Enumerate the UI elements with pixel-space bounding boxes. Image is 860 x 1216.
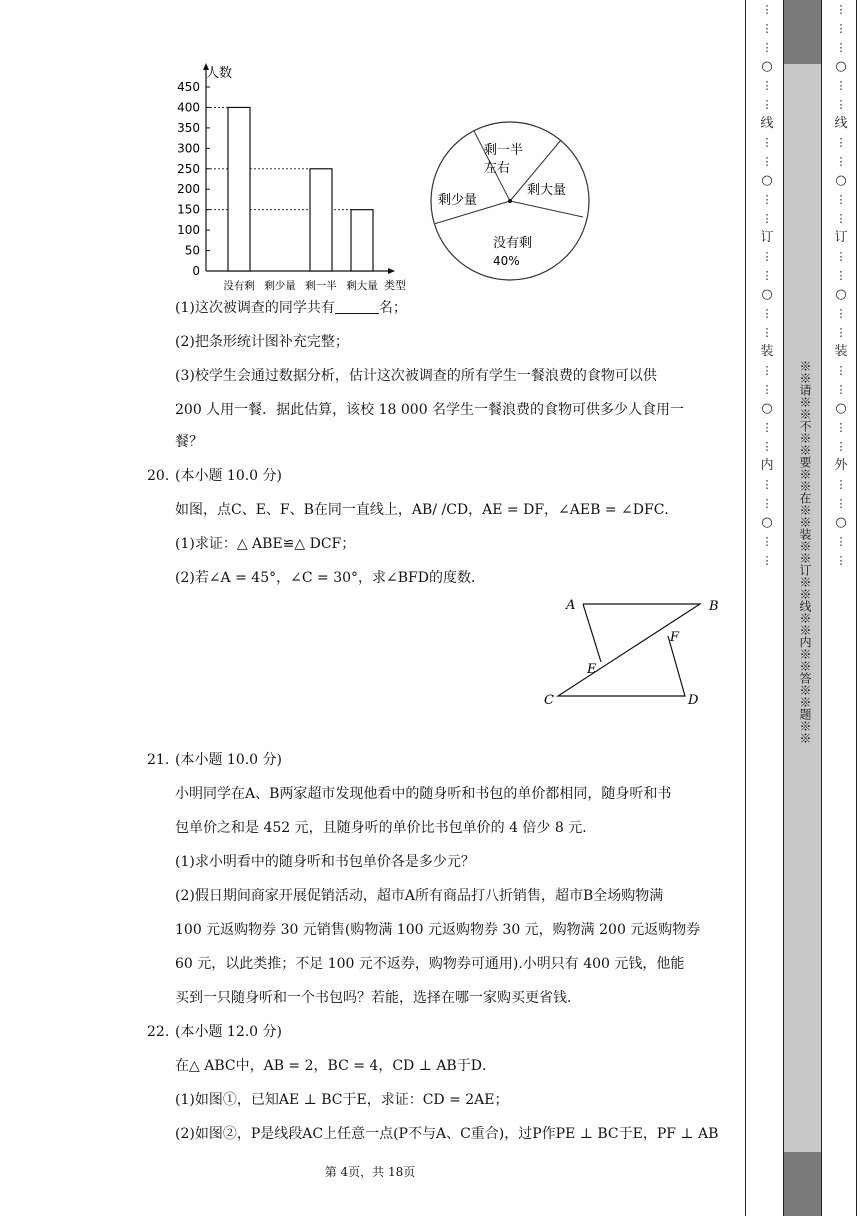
q20-stem: 如图，点C、E、F、B在同一直线上，AB/ /CD，AE = DF，∠AEB = ∠DFC． bbox=[175, 502, 679, 518]
q20-part2: (2)若∠A = 45°，∠C = 30°，求∠BFD的度数． bbox=[175, 570, 485, 586]
binding-dots: ⋮ bbox=[835, 250, 847, 263]
binding-dots: ⋮ bbox=[761, 3, 773, 16]
q19-part2: (2)把条形统计图补充完整； bbox=[175, 334, 349, 350]
q21-line7: 买到一只随身听和一个书包吗？若能，选择在哪一家购买更省钱． bbox=[175, 990, 581, 1006]
binding-dots: ⋮ bbox=[761, 98, 773, 111]
binding-dark-block-top bbox=[783, 0, 821, 64]
y-tick-label: 200 bbox=[177, 182, 200, 197]
binding-dots: ⋮ bbox=[761, 250, 773, 263]
y-tick-label: 300 bbox=[177, 141, 200, 156]
pie-chart bbox=[425, 118, 595, 288]
binding-circle: ○ bbox=[835, 59, 847, 74]
page-footer: 第 4页，共 18页 bbox=[324, 1165, 416, 1179]
binding-dots: ⋮ bbox=[761, 212, 773, 225]
binding-dots: ⋮ bbox=[835, 421, 847, 434]
q22-header: (本小题 12.0 分) bbox=[175, 1024, 282, 1040]
binding-dots: ⋮ bbox=[761, 307, 773, 320]
binding-dots: ⋮ bbox=[835, 41, 847, 54]
q21-line4: (2)假日期间商家开展促销活动，超市A所有商品打八折销售，超市B全场购物满 bbox=[175, 888, 664, 904]
category-label: 没有剩 bbox=[223, 280, 255, 292]
q19-part3-line2: 200 人用一餐．据此估算，该校 18 000 名学生一餐浪费的食物可供多少人食用一 bbox=[175, 402, 685, 418]
y-tick-label: 100 bbox=[177, 223, 200, 238]
binding-dots: ⋮ bbox=[835, 193, 847, 206]
binding-dots: ⋮ bbox=[761, 440, 773, 453]
binding-inner-column bbox=[757, 0, 777, 1216]
binding-circle: ○ bbox=[761, 515, 773, 530]
q22-line1: 在△ ABC中，AB = 2，BC = 4，CD ⊥ AB于D． bbox=[175, 1058, 496, 1074]
pie-label-half: 剩一半 bbox=[484, 143, 524, 158]
label-D: D bbox=[688, 693, 699, 708]
bar-chart-marks bbox=[223, 107, 378, 292]
y-tick-label: 450 bbox=[177, 80, 200, 94]
binding-dots: ⋮ bbox=[835, 155, 847, 168]
binding-dots: ⋮ bbox=[835, 497, 847, 510]
label-A: A bbox=[566, 598, 576, 613]
pie-label-none-pct: 40% bbox=[493, 254, 520, 268]
category-label: 剩大量 bbox=[346, 280, 378, 292]
q20-part1: (1)求证：△ ABE≌△ DCF； bbox=[175, 536, 356, 552]
binding-dots: ⋮ bbox=[835, 136, 847, 149]
y-tick-label: 250 bbox=[177, 161, 200, 176]
q19-part3-line3: 餐？ bbox=[175, 434, 203, 450]
binding-dots: ⋮ bbox=[761, 383, 773, 396]
q22-line2: (1)如图①，已知AE ⊥ BC于E，求证：CD = 2AE； bbox=[175, 1092, 509, 1108]
y-tick-label: 400 bbox=[177, 100, 200, 115]
figure-lines bbox=[558, 604, 700, 696]
binding-dots: ⋮ bbox=[761, 269, 773, 282]
binding-circle: ○ bbox=[835, 173, 847, 188]
binding-dots: ⋮ bbox=[761, 554, 773, 567]
y-tick-label: 0 bbox=[192, 264, 200, 278]
label-C: C bbox=[544, 693, 554, 708]
binding-warning-text: ※※请※※不※※要※※在※※装※※订※※线※※内※※答※※题※※ bbox=[798, 360, 812, 744]
pie-label-large: 剩大量 bbox=[527, 183, 567, 198]
label-E: E bbox=[587, 662, 597, 677]
binding-label: 外 bbox=[834, 458, 848, 473]
category-label: 剩一半 bbox=[305, 280, 337, 292]
bar-chart bbox=[166, 60, 416, 296]
binding-circle: ○ bbox=[761, 401, 773, 416]
binding-dark-block-bottom bbox=[783, 1152, 821, 1216]
binding-border bbox=[783, 0, 784, 1216]
binding-dots: ⋮ bbox=[761, 535, 773, 548]
binding-dots: ⋮ bbox=[761, 79, 773, 92]
binding-dots: ⋮ bbox=[761, 326, 773, 339]
binding-dots: ⋮ bbox=[761, 155, 773, 168]
binding-dots: ⋮ bbox=[835, 269, 847, 282]
q22-number: 22. bbox=[147, 1024, 170, 1040]
q21-line3: (1)求小明看中的随身听和书包单价各是多少元？ bbox=[175, 854, 475, 870]
binding-label: 线 bbox=[760, 116, 774, 131]
pie-label-little: 剩少量 bbox=[438, 193, 478, 208]
answer-blank bbox=[335, 299, 379, 314]
binding-label: 订 bbox=[834, 230, 848, 245]
binding-dots: ⋮ bbox=[835, 554, 847, 567]
q20-header: (本小题 10.0 分) bbox=[175, 468, 282, 484]
binding-dots: ⋮ bbox=[761, 364, 773, 377]
binding-border-left bbox=[745, 0, 746, 1216]
binding-label: 装 bbox=[834, 344, 848, 359]
pie-label-half-2: 左右 bbox=[484, 161, 511, 176]
category-label: 剩少量 bbox=[264, 280, 296, 292]
q21-number: 21. bbox=[147, 752, 170, 768]
bar bbox=[310, 169, 332, 271]
binding-dots: ⋮ bbox=[835, 478, 847, 491]
binding-dots: ⋮ bbox=[835, 326, 847, 339]
binding-dots: ⋮ bbox=[835, 3, 847, 16]
bar bbox=[351, 210, 373, 271]
q20-number: 20. bbox=[147, 468, 170, 484]
binding-dots: ⋮ bbox=[835, 98, 847, 111]
binding-dots: ⋮ bbox=[761, 421, 773, 434]
binding-border-right bbox=[856, 0, 857, 1216]
binding-dots: ⋮ bbox=[761, 497, 773, 510]
binding-dots: ⋮ bbox=[835, 307, 847, 320]
q21-line5: 100 元返购物券 30 元销售(购物满 100 元返购物券 30 元，购物满 200 元返购物券 bbox=[175, 922, 701, 938]
q21-line1: 小明同学在A、B两家超市发现他看中的随身听和书包的单价都相同，随身听和书 bbox=[175, 786, 672, 802]
binding-circle: ○ bbox=[761, 287, 773, 302]
binding-dots: ⋮ bbox=[835, 364, 847, 377]
binding-circle: ○ bbox=[835, 515, 847, 530]
y-tick-label: 50 bbox=[184, 243, 200, 258]
binding-circle: ○ bbox=[761, 59, 773, 74]
y-axis-label: 人数 bbox=[206, 66, 233, 81]
binding-dots: ⋮ bbox=[761, 193, 773, 206]
binding-dots: ⋮ bbox=[761, 478, 773, 491]
binding-dots: ⋮ bbox=[835, 79, 847, 92]
q20-geometry-figure bbox=[535, 592, 735, 712]
q21-line2: 包单价之和是 452 元，且随身听的单价比书包单价的 4 倍少 8 元． bbox=[175, 820, 597, 836]
q22-line3: (2)如图②，P是线段AC上任意一点(P不与A、C重合)，过P作PE ⊥ BC于E，PF ⊥ AB bbox=[175, 1126, 719, 1142]
y-tick-label: 350 bbox=[177, 120, 200, 135]
binding-dots: ⋮ bbox=[835, 212, 847, 225]
q21-line6: 60 元，以此类推；不足 100 元不返券，购物券可通用).小明只有 400 元钱，他能 bbox=[175, 956, 685, 972]
binding-dots: ⋮ bbox=[835, 535, 847, 548]
binding-circle: ○ bbox=[761, 173, 773, 188]
binding-label: 订 bbox=[760, 230, 774, 245]
binding-outer-column bbox=[831, 0, 851, 1216]
binding-dots: ⋮ bbox=[761, 41, 773, 54]
binding-border bbox=[821, 0, 822, 1216]
pie-label-none: 没有剩 bbox=[493, 236, 533, 251]
binding-label: 线 bbox=[834, 116, 848, 131]
pie-center bbox=[508, 199, 512, 203]
binding-dots: ⋮ bbox=[835, 383, 847, 396]
binding-label: 装 bbox=[760, 344, 774, 359]
q21-header: (本小题 10.0 分) bbox=[175, 752, 282, 768]
label-B: B bbox=[709, 599, 719, 614]
q19-part1: (1)这次被调查的同学共有 名； bbox=[175, 300, 407, 316]
binding-circle: ○ bbox=[835, 401, 847, 416]
binding-dots: ⋮ bbox=[761, 136, 773, 149]
y-tick-label: 150 bbox=[177, 202, 200, 217]
bar bbox=[228, 107, 250, 271]
q19-part3-line1: (3)校学生会通过数据分析，估计这次被调查的所有学生一餐浪费的食物可以供 bbox=[175, 368, 657, 384]
figure-segment-ae bbox=[583, 604, 601, 662]
binding-label: 内 bbox=[760, 458, 774, 473]
x-axis-arrow bbox=[388, 268, 395, 274]
label-F: F bbox=[670, 630, 680, 645]
x-axis-label: 类型 bbox=[384, 279, 406, 292]
binding-circle: ○ bbox=[835, 287, 847, 302]
binding-dots: ⋮ bbox=[835, 22, 847, 35]
binding-dots: ⋮ bbox=[835, 440, 847, 453]
binding-dots: ⋮ bbox=[761, 22, 773, 35]
